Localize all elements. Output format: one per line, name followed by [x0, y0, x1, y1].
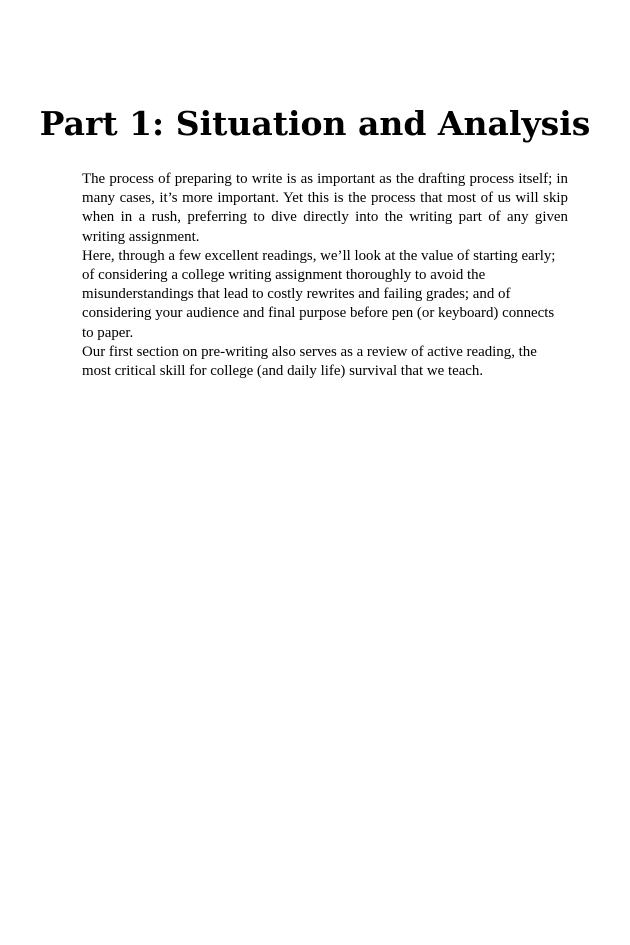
paragraph-prewriting-importance: The process of preparing to write is as important as the drafting process itself; in many cases, it’s more important. Yet this is the process that most of us will skip when in a rush, preferring to dive directly into the writing part of any given writing assignment. [82, 171, 568, 245]
body-text [82, 170, 568, 381]
paragraph-readings-overview: Here, through a few excellent readings, we’ll look at the value of starting early; of considering a college writing assignment thoroughly to avoid the misunderstandings that lead to costly rewrites and failing grades; and of considering your audience and final purpose before pen (or keyboard) connects to paper. [82, 247, 556, 341]
paragraph-active-reading: Our first section on pre-writing also serves as a review of active reading, the most critical skill for college (and daily life) survival that we teach. [82, 343, 537, 380]
page-title: Part 1: Situation and Analysis [39, 104, 591, 143]
